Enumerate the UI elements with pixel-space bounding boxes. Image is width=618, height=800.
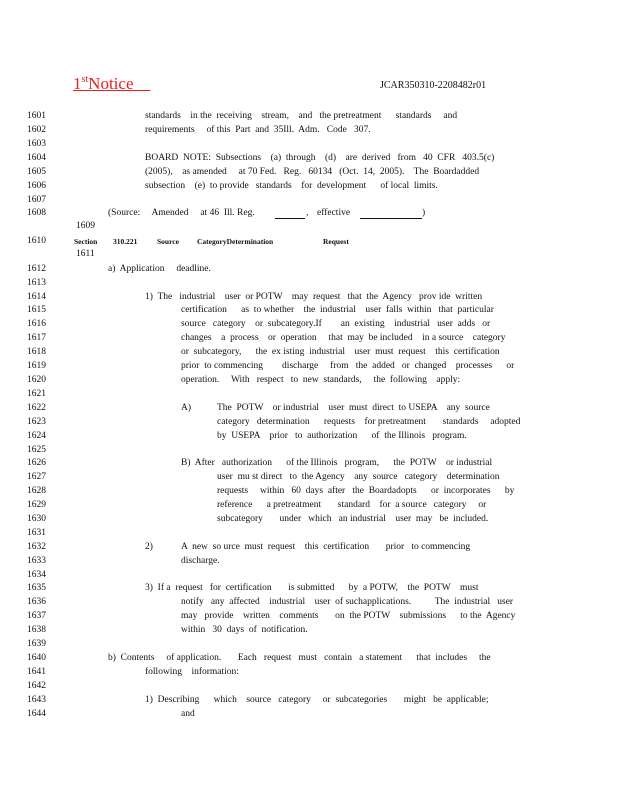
line-number: 1644 bbox=[27, 709, 46, 719]
line-number: 1617 bbox=[27, 333, 46, 343]
line-number: 1624 bbox=[27, 431, 46, 441]
section-title-word: Source bbox=[157, 237, 179, 246]
line-number: 1635 bbox=[27, 583, 46, 593]
line-number: 1628 bbox=[27, 486, 46, 496]
body-line: notify any affected industrial user of suchapplications. The industrial user bbox=[181, 597, 514, 607]
line-number: 1637 bbox=[27, 611, 46, 621]
line-number: 1636 bbox=[27, 597, 46, 607]
line-number: 1633 bbox=[27, 556, 46, 566]
line-number: 1607 bbox=[27, 195, 46, 205]
line-number: 1613 bbox=[27, 278, 46, 288]
source-close-paren: ) bbox=[422, 208, 426, 218]
body-line: requests within 60 days after the Boardadopts or incorporates by bbox=[217, 486, 515, 496]
body-line: 3) If a request for certification is submitted by a POTW, the POTW must bbox=[145, 583, 479, 593]
line-number: 1616 bbox=[27, 319, 46, 329]
body-line: certification as to whether the industrial user falls within that particular bbox=[181, 305, 494, 315]
line-number: 1623 bbox=[27, 417, 46, 427]
line-number: 1643 bbox=[27, 695, 46, 705]
line-number: 1638 bbox=[27, 625, 46, 635]
body-line: or subcategory, the ex isting industrial user must request this certification bbox=[181, 347, 500, 357]
body-line: BOARD NOTE: Subsections (a) through (d) are derived from 40 CFR 403.5(c) bbox=[145, 153, 495, 163]
line-number: 1620 bbox=[27, 375, 46, 385]
line-number: 1634 bbox=[27, 570, 46, 580]
body-line: A new so urce must request this certification prior to commencing bbox=[181, 542, 471, 552]
line-number: 1606 bbox=[27, 181, 46, 191]
comma: , bbox=[306, 208, 309, 218]
line-number: 1614 bbox=[27, 292, 46, 302]
line-number: 1619 bbox=[27, 361, 46, 371]
line-number: 1630 bbox=[27, 514, 46, 524]
line-number: 1631 bbox=[27, 528, 46, 538]
line-number: 1621 bbox=[27, 389, 46, 399]
line-number: 1602 bbox=[27, 125, 46, 135]
body-line: may provide written comments on the POTW submissions to the Agency bbox=[181, 611, 516, 621]
body-line: 1) Describing which source category or subcategories might be applicable; bbox=[145, 695, 489, 705]
line-number: 1611 bbox=[76, 249, 95, 259]
line-number: 1603 bbox=[27, 139, 46, 149]
document-id: JCAR350310-2208482r01 bbox=[380, 80, 487, 91]
line-number: 1641 bbox=[27, 667, 46, 677]
line-number: 1627 bbox=[27, 472, 46, 482]
body-line: The POTW or industrial user must direct to USEPA any source bbox=[217, 403, 490, 413]
subsection-heading: a) Application deadline. bbox=[108, 264, 211, 274]
body-line: within 30 days of notification. bbox=[181, 625, 308, 635]
body-line: user mu st direct to the Agency any source category determination bbox=[217, 472, 500, 482]
line-number: 1604 bbox=[27, 153, 46, 163]
blank-effective-date bbox=[360, 218, 422, 219]
section-label: Section bbox=[74, 237, 98, 246]
line-number: 1608 bbox=[27, 208, 46, 218]
line-number: 1609 bbox=[76, 221, 95, 231]
notice-label: 1stNotice bbox=[73, 74, 134, 93]
body-line: prior to commencing discharge from the added or changed processes or bbox=[181, 361, 515, 371]
line-number: 1601 bbox=[27, 111, 46, 121]
item-label: 2) bbox=[145, 542, 153, 552]
body-line: changes a process or operation that may be included in a source category bbox=[181, 333, 506, 343]
line-number: 1610 bbox=[27, 236, 46, 246]
line-number: 1612 bbox=[27, 264, 46, 274]
line-number: 1639 bbox=[27, 639, 46, 649]
body-line: source category or subcategory.If an existing industrial user adds or bbox=[181, 319, 491, 329]
body-line: reference a pretreatment standard for a source category or bbox=[217, 500, 487, 510]
body-line: B) After authorization of the Illinois program, the POTW or industrial bbox=[181, 458, 493, 468]
blank-reg-number bbox=[275, 218, 305, 219]
line-number: 1622 bbox=[27, 403, 46, 413]
notice-superscript: st bbox=[81, 74, 89, 85]
section-title-word: CategoryDetermination bbox=[197, 237, 274, 246]
line-number: 1625 bbox=[27, 445, 46, 455]
subsection-heading: b) Contents of application. Each request must contain a statement that includes the bbox=[108, 653, 491, 663]
item-label: A) bbox=[181, 403, 192, 413]
body-line: subsection (e) to provide standards for development of local limits. bbox=[145, 181, 438, 191]
line-number: 1618 bbox=[27, 347, 46, 357]
line-number: 1605 bbox=[27, 167, 46, 177]
body-line: following information: bbox=[145, 667, 239, 677]
line-number: 1642 bbox=[27, 681, 46, 691]
body-line: (2005), as amended at 70 Fed. Reg. 60134 (Oct. 14, 2005). The Boardadded bbox=[145, 167, 480, 177]
body-line: operation. With respect to new standards, the following apply: bbox=[181, 375, 461, 385]
body-line: subcategory under which an industrial user may be included. bbox=[217, 514, 489, 524]
line-number: 1640 bbox=[27, 653, 46, 663]
body-line: discharge. bbox=[181, 556, 220, 566]
line-number: 1629 bbox=[27, 500, 46, 510]
body-line: requirements of this Part and 35Ill. Adm. Code 307. bbox=[145, 125, 371, 135]
section-number: 310.221 bbox=[113, 237, 138, 246]
section-title-word: Request bbox=[323, 237, 349, 246]
effective-label: effective bbox=[317, 208, 351, 218]
body-line: standards in the receiving stream, and the pretreatment standards and bbox=[145, 111, 458, 121]
body-line: category determination requests for pretreatment standards adopted bbox=[217, 417, 521, 427]
line-number: 1632 bbox=[27, 542, 46, 552]
body-line: by USEPA prior to authorization of the Illinois program. bbox=[217, 431, 467, 441]
source-note: (Source: Amended at 46 Ill. Reg. bbox=[108, 208, 255, 218]
line-number: 1626 bbox=[27, 458, 46, 468]
body-line: 1) The industrial user or POTW may request that the Agency prov ide written bbox=[145, 292, 483, 302]
body-line: and bbox=[181, 709, 195, 719]
line-number: 1615 bbox=[27, 305, 46, 315]
